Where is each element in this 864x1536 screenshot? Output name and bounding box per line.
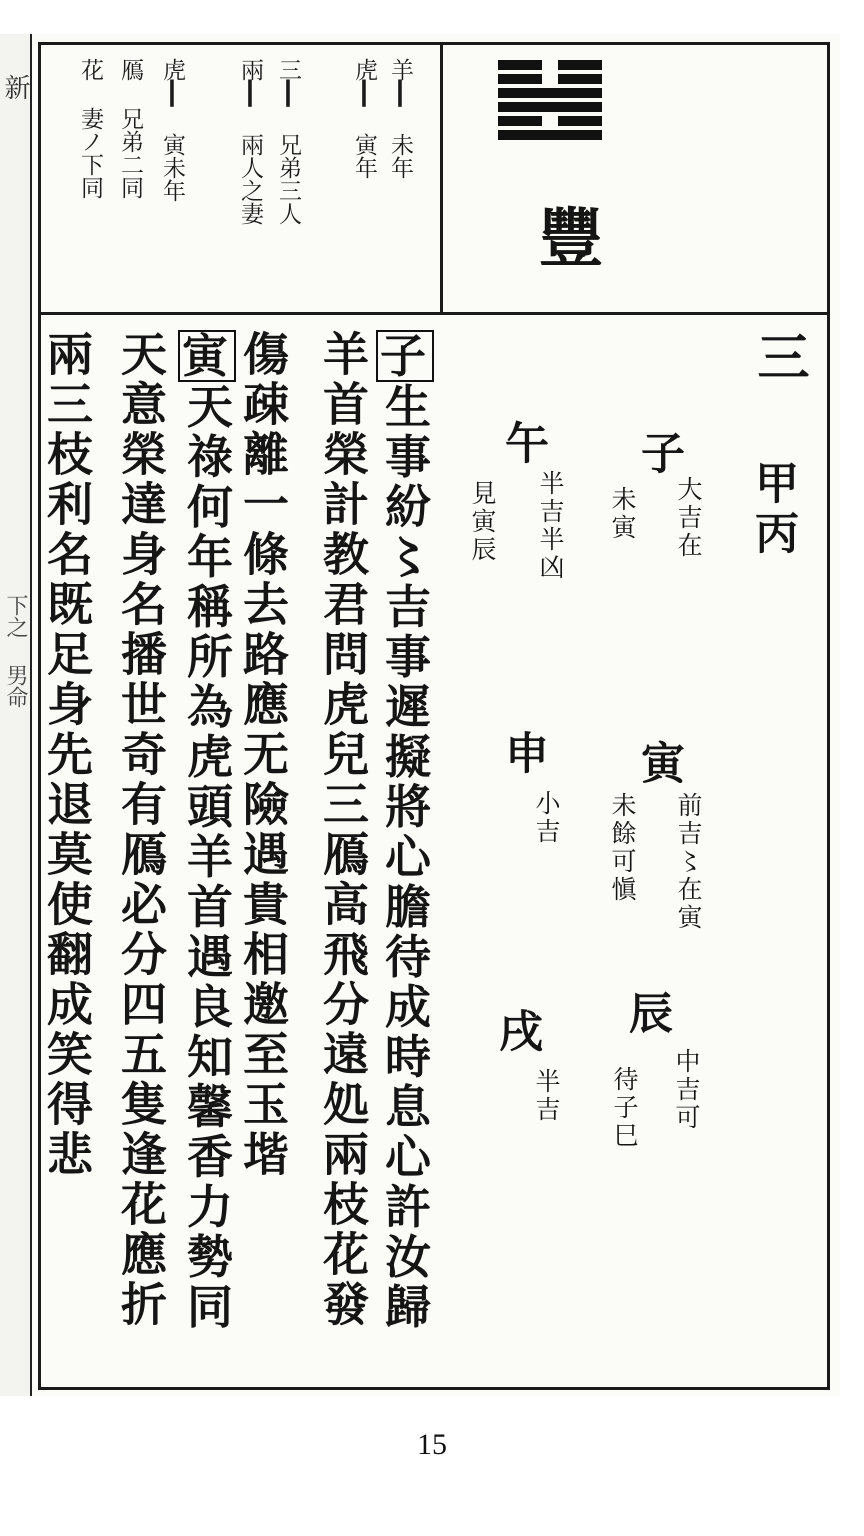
header-note: 兩┃ 兩人之妻 (237, 58, 263, 225)
fortune-branch: 寅 (633, 740, 684, 784)
verse-column (178, 330, 236, 1332)
fortune-branch: 申 (497, 730, 548, 774)
fortune-note: 中吉可 (672, 1048, 701, 1132)
page-number: 15 (417, 1428, 447, 1461)
hexagram-broken-line (498, 116, 602, 126)
verse-text: 天意榮達身名播世奇有鴈必分四五隻逢花應折 (114, 330, 168, 1330)
header-column-divider (440, 42, 443, 312)
verse-text: 兩三枝利名既足身先退莫使翻成笑得悲 (40, 330, 94, 1180)
verse-text: 生事紛〻吉事遲擬將心膽待成時息心許汝歸 (378, 382, 432, 1333)
hexagram-broken-line (498, 74, 602, 84)
fortune-branch: 子 (633, 430, 684, 474)
hexagram-solid-line (498, 102, 602, 112)
fortune-note: 見寅辰 (468, 480, 497, 564)
fortune-number: 三 (748, 330, 809, 382)
hexagram-solid-line (498, 130, 602, 140)
fortune-branch: 午 (497, 420, 548, 464)
verse-text: 天祿何年稱所為虎頭羊首遇良知馨香力勢同 (180, 382, 234, 1333)
hexagram-solid-line (498, 88, 602, 98)
spine-text-top: 新 (0, 74, 30, 100)
fortune-note: 大吉在 (674, 476, 703, 560)
verse-branch-tag: 子 (376, 330, 434, 382)
header-note: 花 妻ノ下同 (77, 58, 103, 199)
book-spine-margin (0, 34, 32, 1396)
fortune-branch: 戌 (491, 1008, 542, 1052)
header-note: 虎┃ 寅年 (351, 58, 377, 179)
fortune-note: 未寅 (608, 486, 637, 542)
hexagram-broken-line (498, 60, 602, 70)
verse-text: 羊首榮計教君問虎兒三鴈高飛分遠処兩枝花發 (316, 330, 370, 1330)
verse-column (114, 330, 168, 1330)
verse-column (316, 330, 370, 1330)
header-note: 羊┃ 未年 (387, 58, 413, 179)
verse-column (236, 330, 290, 1180)
verse-branch-tag: 寅 (178, 330, 236, 382)
fortune-note: 未餘可愼 (608, 792, 637, 904)
header-note: 虎┃ 寅未年 (159, 58, 185, 202)
fortune-branch: 辰 (621, 990, 672, 1034)
fortune-stems: 甲丙 (747, 460, 798, 560)
fortune-note: 待子巳 (610, 1066, 639, 1150)
fortune-note: 半吉半凶 (536, 470, 565, 582)
header-note: 鴈 兄弟二同 (117, 58, 143, 199)
fortune-note: 小吉 (532, 790, 561, 846)
header-divider (38, 312, 830, 315)
spine-text-low: 男命 (3, 664, 28, 708)
hexagram-symbol (498, 60, 602, 144)
verse-text: 傷疎離一條去路應无險遇貴相邀至玉堦 (236, 330, 290, 1180)
fortune-note: 前吉〻在寅 (674, 792, 703, 932)
hexagram-name: 豐 (528, 204, 603, 268)
verse-column (40, 330, 94, 1180)
fortune-note: 半吉 (532, 1068, 561, 1124)
verse-column (376, 330, 434, 1332)
spine-text-mid: 下之 (3, 594, 28, 638)
header-note: 三┃ 兄弟三人 (275, 58, 301, 225)
